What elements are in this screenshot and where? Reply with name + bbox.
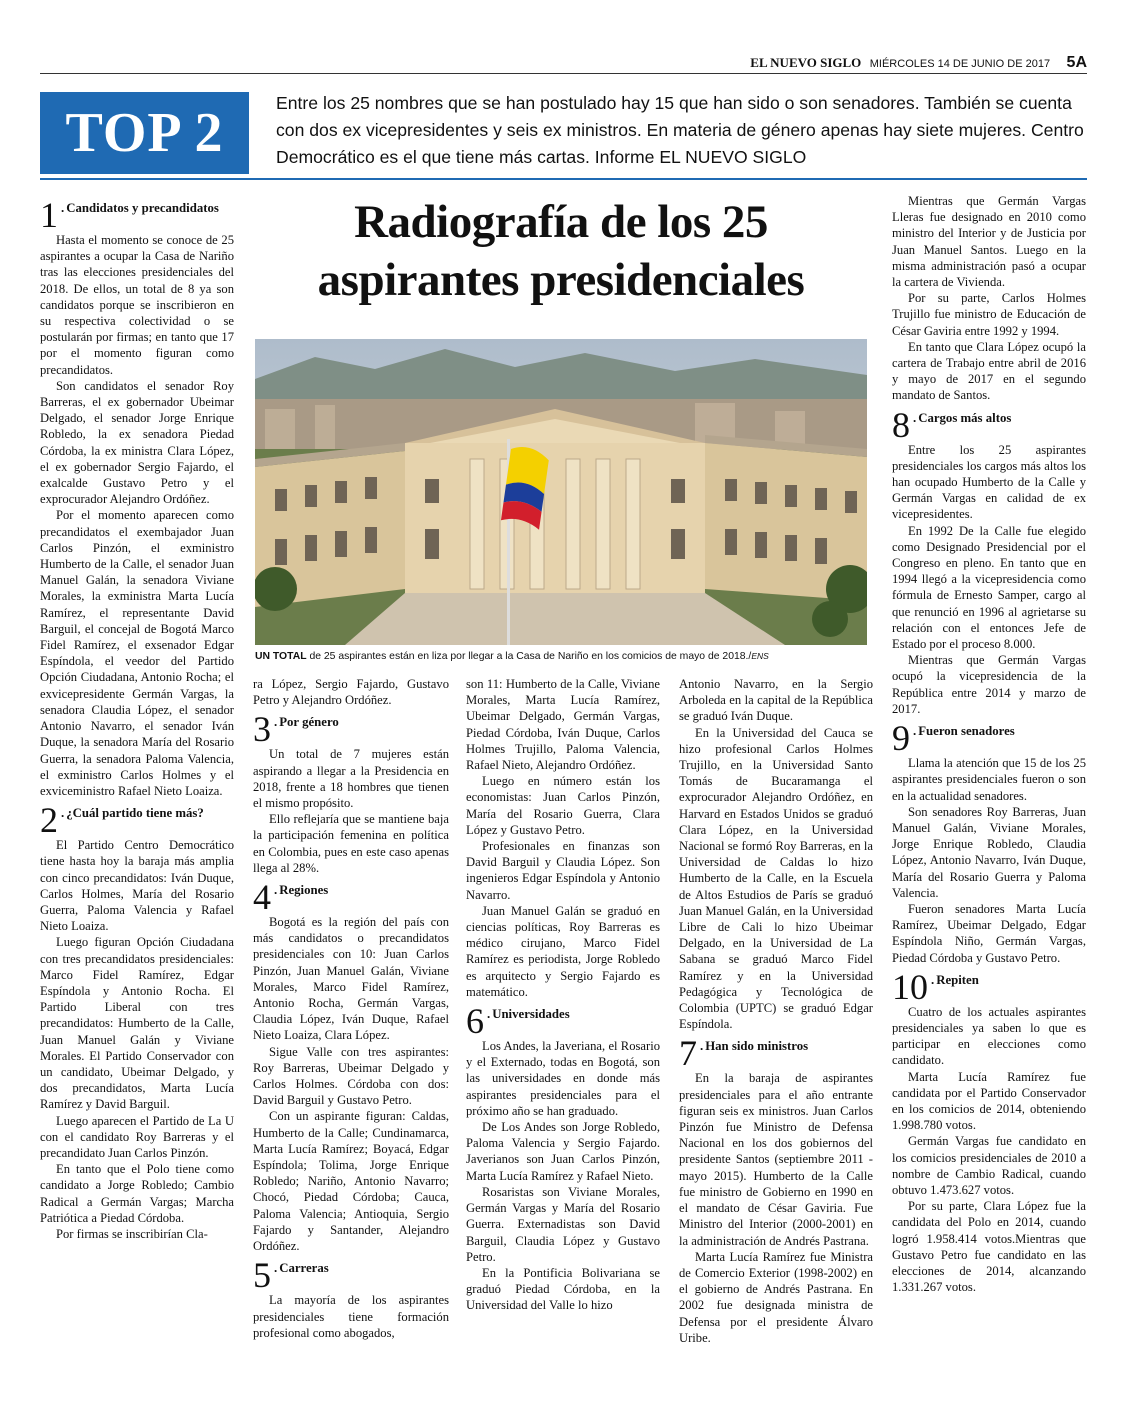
paragraph: ra López, Sergio Fajardo, Gustavo Petro y Alejandro Ordóñez. xyxy=(253,677,449,708)
paragraph: Sigue Valle con tres aspirantes: Roy Barreras, Ubeimar Delgado y Carlos Holmes. Córdoba con dos: David Barguil y Gustavo Petro. xyxy=(253,1044,449,1108)
paragraph: Son candidatos el senador Roy Barreras, el ex gobernador Ubeimar Delgado, el senador Jorge Enrique Robledo, la ex senadora Piedad Córdoba, la ex ministra Clara López, el ex gobernador Sergio Fajardo, el exalcalde Gustavo Petro y el exprocurador Alejandro Ordóñez. xyxy=(40,378,234,507)
section-title: . Por género xyxy=(274,714,339,730)
paragraph: Antonio Navarro, en la Sergio Arboleda en la capital de la República se graduó Iván Duque. xyxy=(679,677,873,724)
section-title: . ¿Cuál partido tiene más? xyxy=(61,805,204,821)
caption-text: de 25 aspirantes están en liza por llegar a la Casa de Nariño en los comicios de mayo de 2018./ xyxy=(306,651,752,662)
paragraph: Ello reflejaría que se mantiene baja la participación femenina en política en Colombia, pues en este caso apenas llega al 28%. xyxy=(253,812,449,875)
paragraph: Luego aparecen el Partido de La U con el candidato Roy Barreras y el precandidato Juan Carlos Pinzón. xyxy=(40,1113,234,1160)
headline: Radiografía de los 25 aspirantes presidenciales xyxy=(317,196,805,306)
paragraph: Fueron senadores Marta Lucía Ramírez, Ubeimar Delgado, Edgar Espíndola Niño, Germán Vargas, Piedad Córdoba y Gustavo Petro. xyxy=(892,901,1086,965)
section-6-heading xyxy=(466,1001,660,1042)
paragraph: Entre los 25 aspirantes presidenciales los cargos más altos los han ocupado Humberto de la Calle y Germán Vargas en calidad de ex vicepresidentes. xyxy=(892,442,1086,522)
paragraph: Los Andes, la Javeriana, el Rosario y el Externado, todas en Bogotá, son las universidades en donde más aspirantes presidenciales para el próximo año se han graduado. xyxy=(466,1039,660,1118)
paragraph: En tanto que Clara López ocupó la cartera de Trabajo entre abril de 2016 y mayo de 2017 en el segundo mandato de Santos. xyxy=(892,339,1086,403)
section-number: 3 xyxy=(253,709,271,750)
section-4-heading xyxy=(253,877,449,918)
section-3-heading xyxy=(253,709,449,750)
paragraph: Por su parte, Clara López fue la candidata del Polo en 2014, cuando logró 1.958.414 votos.Mientras que Gustavo Petro fue candidato en las elecciones de 2014, alcanzando 1.331.267 votos. xyxy=(892,1199,1086,1295)
section-number: 5 xyxy=(253,1255,271,1296)
caption-lead: UN TOTAL xyxy=(255,651,307,662)
section-number: 1 xyxy=(40,195,58,235)
paragraph: Juan Manuel Galán se graduó en ciencias políticas, Roy Barreras es médico cirujano, Marco Fidel Ramírez es periodista, Jorge Robledo es arquitecto y Sergio Fajardo es matemático. xyxy=(466,903,660,999)
column-1 xyxy=(40,194,234,1242)
section-tag: TOP 2 xyxy=(40,92,249,174)
paragraph: Luego en número están los economistas: Juan Carlos Pinzón, María del Rosario Guerra, Clara López y Gustavo Petro. xyxy=(466,774,660,837)
paragraph: En la Universidad del Cauca se hizo profesional Carlos Holmes Trujillo, en la Universidad Santo Tomás de Bucaramanga el exprocurador Alejandro Ordóñez, en Harvard en Estados Unidos se graduó Clara López, en la Universidad Nacional se formó Roy Barreras, en la Universidad de Caldas lo hizo Humberto de la Calle, en la Escuela de Altos Estudios de París se graduó Juan Manuel Galán, en la Universidad Libre de Cali lo hizo Ubeimar Delgado, en la Universidad de La Sabana se graduó Marco Fidel Ramírez y en la Universidad Pedagógica y Tecnológica de Colombia (UPTC) se graduó Edgar Espíndola. xyxy=(679,725,873,1032)
paragraph: En tanto que el Polo tiene como candidato a Jorge Robledo; Cambio Radical a Germán Vargas; Marcha Patriótica a Piedad Córdoba. xyxy=(40,1162,234,1225)
paragraph: Hasta el momento se conoce de 25 aspirantes a ocupar la Casa de Nariño tras las elecciones presidenciales del 2018. De ellos, un total de 8 ya son candidatos porque se inscribieron en su respectiva colectividad o se postularán por firmas; en tanto que 17 por el momento figuran como precandidatos. xyxy=(40,233,234,377)
paragraph: Con un aspirante figuran: Caldas, Humberto de la Calle; Cundinamarca, Marta Lucía Ramírez; Boyacá, Edgar Espíndola; Tolima, Jorge Enrique Robledo; Nariño, Antonio Navarro; Chocó, Piedad Córdoba; Cauca, Paloma Valencia; Antioquia, Sergio Fajardo y Santander, Alejandro Ordóñez. xyxy=(253,1109,449,1254)
paragraph: Marta Lucía Ramírez fue candidata por el Partido Conservador en los comicios de 2014, obteniendo 1.998.780 votos. xyxy=(892,1069,1086,1133)
central-facade xyxy=(405,443,705,593)
section-title: . Regiones xyxy=(274,882,328,898)
section-number: 7 xyxy=(679,1033,697,1074)
photo-caption xyxy=(255,650,875,663)
paragraph: Marta Lucía Ramírez fue Ministra de Comercio Exterior (1998-2002) en el gobierno de Andrés Pastrana. En 2002 fue designada ministra de Defensa por el presidente Álvaro Uribe. xyxy=(679,1249,873,1345)
section-title: . Fueron senadores xyxy=(913,723,1015,739)
column-3 xyxy=(466,676,660,1314)
section-number: 10 xyxy=(892,966,928,1007)
newspaper-name: EL NUEVO SIGLO xyxy=(750,55,862,70)
paragraph: Bogotá es la región del país con más candidatos o precandidatos presidenciales con 10: Juan Carlos Pinzón, Juan Manuel Galán, Viviane Morales, Marco Fidel Ramírez, Antonio Rocha, Germán Vargas, Claudia López, Iván Duque, Rafael Nieto Loaiza, Clara López. xyxy=(253,915,449,1043)
masthead xyxy=(40,52,1087,74)
paragraph: Rosaristas son Viviane Morales, Germán Vargas y María del Rosario Guerra. Externadistas son David Barguil, Claudia López y Gustavo Petro. xyxy=(466,1184,660,1264)
paragraph: Son senadores Roy Barreras, Juan Manuel Galán, Viviane Morales, Jorge Enrique Robledo, Claudia López, Antonio Navarro, Iván Duque, María del Rosario Guerra y Paloma Valencia. xyxy=(892,804,1086,900)
paragraph: El Partido Centro Democrático tiene hasta hoy la baraja más amplia con cinco precandidatos: Iván Duque, Carlos Holmes, María del Rosario Guerra, Paloma Valencia y Rafael Nieto Loaiza. xyxy=(40,838,234,934)
paragraph: En la Pontificia Bolivariana se graduó Piedad Córdoba, en la Universidad del Valle lo hizo xyxy=(466,1265,660,1313)
section-title: . Cargos más altos xyxy=(913,410,1011,426)
section-title: . Universidades xyxy=(487,1006,570,1022)
section-number: 8 xyxy=(892,404,910,445)
paragraph: Por su parte, Carlos Holmes Trujillo fue ministro de Educación de César Gaviria entre 1992 y 1994. xyxy=(892,291,1086,338)
issue-date: MIÉRCOLES 14 DE JUNIO DE 2017 xyxy=(869,58,1051,70)
section-10-heading xyxy=(892,966,1086,1007)
building-illustration xyxy=(255,339,867,645)
paragraph: La mayoría de los aspirantes presidenciales tiene formación profesional como abogados, xyxy=(253,1293,449,1340)
paragraph: Mientras que Germán Vargas Lleras fue designado en 2010 como ministro del Interior y de Justicia por Juan Manuel Santos. Luego en la misma administración pasó a ocupar la cartera de Vivienda. xyxy=(892,194,1086,290)
header-rule xyxy=(40,178,1087,180)
paragraph: Profesionales en finanzas son David Barguil y Claudia López. Son ingenieros Edgar Espíndola y Antonio Navarro. xyxy=(466,839,660,902)
section-9-heading xyxy=(892,718,1086,759)
paragraph: Un total de 7 mujeres están aspirando a llegar a la Presidencia en 2018, frente a 18 hombres que tienen el mismo propósito. xyxy=(253,747,449,811)
section-number: 2 xyxy=(40,800,58,841)
section-title: . Han sido ministros xyxy=(700,1038,808,1054)
section-7-heading xyxy=(679,1033,873,1074)
paragraph: son 11: Humberto de la Calle, Viviane Morales, Marta Lucía Ramírez, Ubeimar Delgado, Germán Vargas, Piedad Córdoba, Iván Duque, Carlos Holmes Trujillo, Paloma Valencia, Rafael Nieto, Alejandro Ordóñez. xyxy=(466,677,660,773)
paragraph: Por el momento aparecen como precandidatos el exembajador Juan Carlos Pinzón, el exministro Humberto de la Calle, el senador Juan Manuel Galán, la senadora Viviane Morales, la exministra Marta Lucía Ramírez, el representante David Barguil, el concejal de Bogotá Marco Fidel Ramírez, el exsenador Edgar Espíndola, el veedor del Partido Opción Ciudadana, Antonio Rocha; el exvicepresidente Germán Vargas, la senadora Claudia López, el senador Antonio Navarro, el senador Iván Duque, la senadora María del Rosario Guerra, la senadora Paloma Valencia, el exministro Carlos Holmes y el exviceministro Rafael Nieto Loaiza. xyxy=(40,508,234,798)
section-title: . Candidatos y precandidatos xyxy=(61,200,219,216)
section-8-heading xyxy=(892,404,1086,445)
intro-deck: Entre los 25 nombres que se han postulado hay 15 que han sido o son senadores. También se cuenta con dos ex vicepresidentes y seis ex ministros. En materia de género apenas hay siete mujeres. Centro Democrático es el que tiene más cartas. Informe EL NUEVO SIGLO xyxy=(276,93,1084,167)
paragraph: Por firmas se inscribirían Cla- xyxy=(56,1226,208,1241)
section-title: . Repiten xyxy=(931,972,979,988)
section-title: . Carreras xyxy=(274,1260,329,1276)
page-number: 5A xyxy=(1066,54,1087,71)
section-1-heading xyxy=(40,195,234,235)
column-4 xyxy=(679,676,873,1346)
paragraph: Luego figuran Opción Ciudadana con tres precandidatos presidenciales: Marco Fidel Ramírez, Edgar Espíndola y Antonio Rocha. El Partido Liberal con tres precandidatos: Humberto de la Calle, Juan Manuel Galán y Viviane Morales. El Partido Conservador con un candidato, Ubeimar Delgado, y dos precandidatos, Marta Lucía Ramírez y David Barguil. xyxy=(40,935,234,1112)
section-2-heading xyxy=(40,800,234,841)
paragraph: Germán Vargas fue candidato en los comicios presidenciales de 2010 a nombre de Cambio Radical, cuando obtuvo 1.473.627 votos. xyxy=(892,1134,1086,1197)
section-number: 9 xyxy=(892,718,910,759)
paragraph: Mientras que Germán Vargas ocupó la vicepresidencia de la República entre 2014 y marzo de 2017. xyxy=(892,653,1086,716)
paragraph: Cuatro de los actuales aspirantes presidenciales ya saben lo que es participar en elecciones como candidato. xyxy=(892,1004,1086,1068)
section-number: 4 xyxy=(253,877,271,918)
paragraph: En la baraja de aspirantes presidenciales para el año entrante figuran seis ex ministros. Juan Carlos Pinzón fue Ministro de Defensa Nacional en los dos gobiernos del presidente Santos (septiembre 2011 - mayo 2015). Humberto de la Calle fue ministro de Gobierno en 1990 en el mandato de César Gaviria. Fue Ministro del Interior (2000-2001) en la administración de Andrés Pastrana. xyxy=(679,1071,873,1248)
column-2 xyxy=(253,676,449,1341)
paragraph: En 1992 De la Calle fue elegido como Designado Presidencial por el Congreso en pleno. En tanto que en 1994 llegó a la vicepresidencia como fórmula de Ernesto Samper, cargo al que renunció en 1996 al agrietarse su relación con el entonces Jefe de Estado por el proceso 8.000. xyxy=(892,523,1086,652)
caption-credit: ENS xyxy=(751,651,769,661)
column-5 xyxy=(892,193,1086,1295)
section-5-heading xyxy=(253,1255,449,1296)
masthead-line xyxy=(750,54,1087,72)
photo-casa-de-narino xyxy=(255,339,867,645)
paragraph: De Los Andes son Jorge Robledo, Paloma Valencia y Sergio Fajardo. Javerianos son Juan Carlos Pinzón, Marta Lucía Ramírez y Rafael Nieto. xyxy=(466,1120,660,1183)
section-number: 6 xyxy=(466,1001,484,1042)
paragraph: Llama la atención que 15 de los 25 aspirantes presidenciales fueron o son en la actualidad senadores. xyxy=(892,756,1086,803)
